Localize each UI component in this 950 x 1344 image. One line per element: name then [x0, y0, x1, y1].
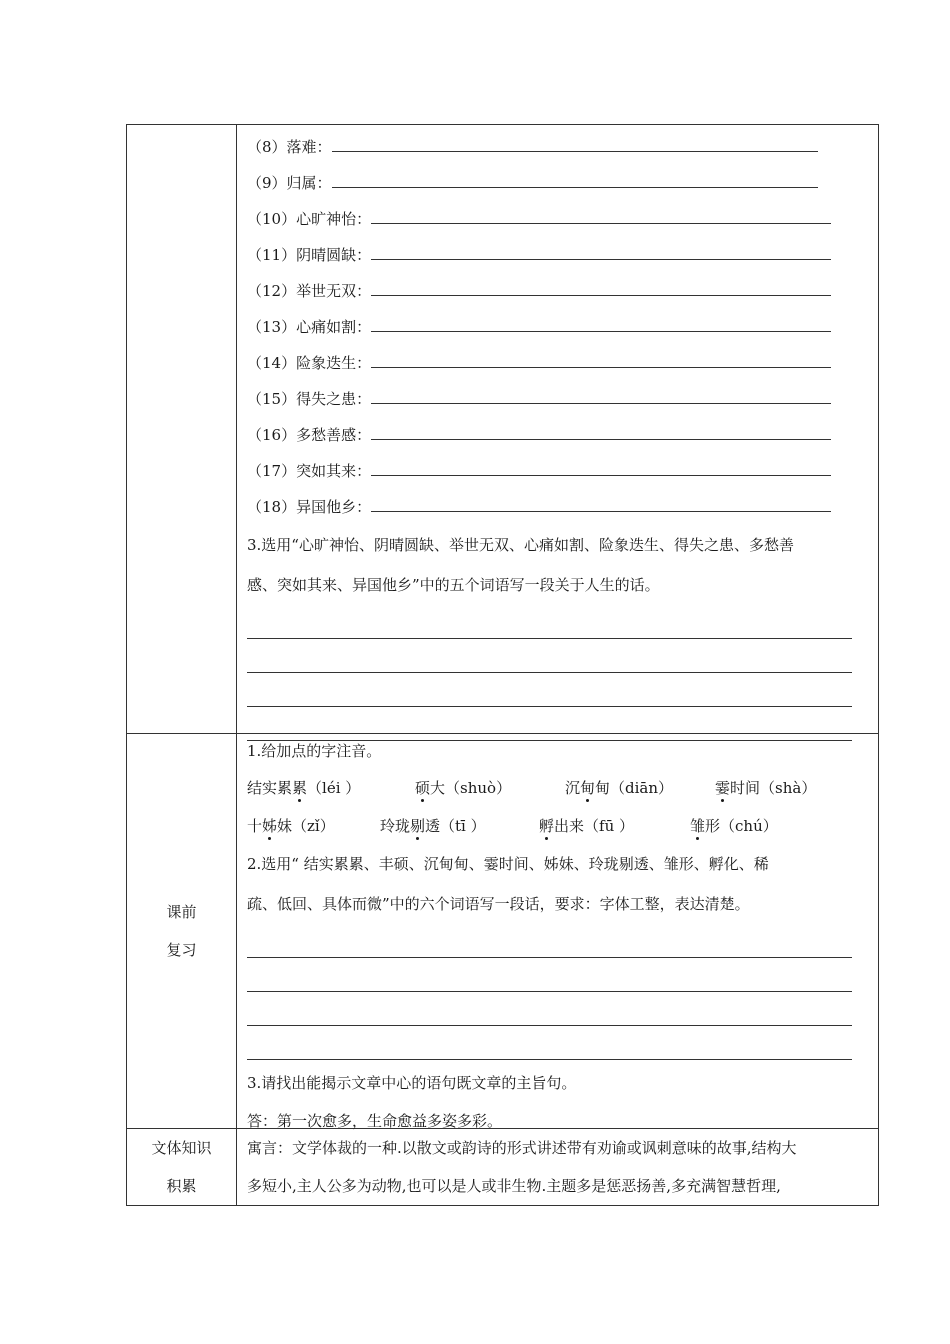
- fill-answer-line[interactable]: [371, 222, 831, 224]
- question-2-line-1: 2.选用“ 结实累累、丰硕、沉甸甸、霎时间、姊妹、玲珑剔透、雏形、孵化、稀: [247, 855, 769, 873]
- fill-item-label: （11）阴晴圆缺：: [247, 246, 372, 264]
- writing-line[interactable]: [247, 605, 852, 639]
- fill-item-label: （13）心痛如割：: [247, 318, 372, 336]
- fill-item: [247, 233, 870, 269]
- fill-answer-line[interactable]: [332, 150, 818, 152]
- fill-item-label: （9）归属：: [247, 174, 332, 192]
- preview-questions: [237, 734, 878, 1128]
- writing-line[interactable]: [247, 958, 852, 992]
- writing-area[interactable]: [247, 605, 870, 741]
- question-2-text: [247, 844, 870, 924]
- fill-item: [247, 305, 870, 341]
- fill-item: [247, 161, 870, 197]
- fill-answer-line[interactable]: [371, 510, 831, 512]
- question-2-line-2: 疏、低回、具体而微”中的六个词语写一段话，要求：字体工整，表达清楚。: [247, 895, 750, 913]
- row-label-line-1: 文体知识: [151, 1139, 212, 1157]
- table-row: [127, 733, 878, 1128]
- writing-line[interactable]: [247, 992, 852, 1026]
- fill-item: [247, 125, 870, 161]
- genre-line-2: 多短小,主人公多为动物,也可以是人或非生物.主题多是惩恶扬善,多充满智慧哲理,: [247, 1177, 781, 1195]
- worksheet-table: [126, 124, 879, 1206]
- pinyin-item-4: 霎时间（shà）: [715, 778, 817, 797]
- question-3-line-2: 感、突如其来、异国他乡”中的五个词语写一段关于人生的话。: [247, 576, 660, 594]
- fill-item-label: （10）心旷神怡：: [247, 210, 372, 228]
- question-3-text: [247, 525, 870, 605]
- fill-item: [247, 413, 870, 449]
- writing-area[interactable]: [247, 924, 870, 1060]
- pinyin-row-2: [247, 806, 870, 844]
- pinyin-item-7: 孵出来（fū ）: [539, 816, 634, 835]
- pinyin-item-6: 玲珑剔透（tī ）: [380, 816, 486, 835]
- table-row: [127, 1128, 878, 1205]
- fill-item-label: （14）险象迭生：: [247, 354, 372, 372]
- pinyin-row-1: [247, 768, 870, 806]
- pinyin-item-3: 沉甸甸（diān）: [565, 778, 674, 797]
- vocabulary-definitions: [237, 125, 878, 733]
- fill-item: [247, 377, 870, 413]
- fill-item: [247, 341, 870, 377]
- fill-item-label: （8）落难：: [247, 138, 332, 156]
- fill-answer-line[interactable]: [371, 258, 831, 260]
- pinyin-item-2: 硕大（shuò）: [415, 778, 512, 797]
- row-label-genre: [127, 1129, 237, 1205]
- row-label-preview: [127, 734, 237, 1128]
- fill-answer-line[interactable]: [332, 186, 818, 188]
- genre-knowledge: [237, 1129, 878, 1205]
- fill-answer-line[interactable]: [371, 294, 831, 296]
- fill-answer-line[interactable]: [371, 438, 831, 440]
- writing-line[interactable]: [247, 1026, 852, 1060]
- fill-answer-line[interactable]: [371, 366, 831, 368]
- fill-item-label: （16）多愁善感：: [247, 426, 372, 444]
- fill-item: [247, 269, 870, 305]
- answer-text: 答：第一次愈多，生命愈益多姿多彩。: [247, 1112, 503, 1130]
- question-3-line-1: 3.选用“心旷神怡、阴晴圆缺、举世无双、心痛如割、险象迭生、得失之患、多愁善: [247, 536, 794, 554]
- fill-item-label: （17）突如其来：: [247, 462, 372, 480]
- question-3: 3.请找出能揭示文章中心的语句既文章的主旨句。: [247, 1074, 577, 1092]
- row-label-line-2: 复习: [166, 941, 197, 959]
- writing-line[interactable]: [247, 639, 852, 673]
- genre-line-1: 寓言：文学体裁的一种.以散文或韵诗的形式讲述带有劝谕或讽刺意味的故事,结构大: [247, 1139, 797, 1157]
- pinyin-item-8: 雏形（chú）: [690, 816, 778, 835]
- row-label-line-1: 课前: [166, 903, 197, 921]
- fill-item: [247, 449, 870, 485]
- fill-list: [247, 125, 870, 521]
- fill-item-label: （12）举世无双：: [247, 282, 372, 300]
- fill-answer-line[interactable]: [371, 330, 831, 332]
- fill-item: [247, 197, 870, 233]
- fill-item: [247, 485, 870, 521]
- row-label-line-2: 积累: [166, 1177, 197, 1195]
- fill-item-label: （18）异国他乡：: [247, 498, 372, 516]
- row-label-empty: [127, 125, 237, 733]
- fill-answer-line[interactable]: [371, 474, 831, 476]
- fill-answer-line[interactable]: [371, 402, 831, 404]
- question-1: 1.给加点的字注音。: [247, 742, 382, 760]
- fill-item-label: （15）得失之患：: [247, 390, 372, 408]
- pinyin-item-5: 十姊妹（zǐ）: [247, 816, 335, 835]
- table-row: [127, 125, 878, 733]
- writing-line[interactable]: [247, 673, 852, 707]
- pinyin-item-1: 结实累累（léi ）: [247, 778, 361, 797]
- writing-line[interactable]: [247, 924, 852, 958]
